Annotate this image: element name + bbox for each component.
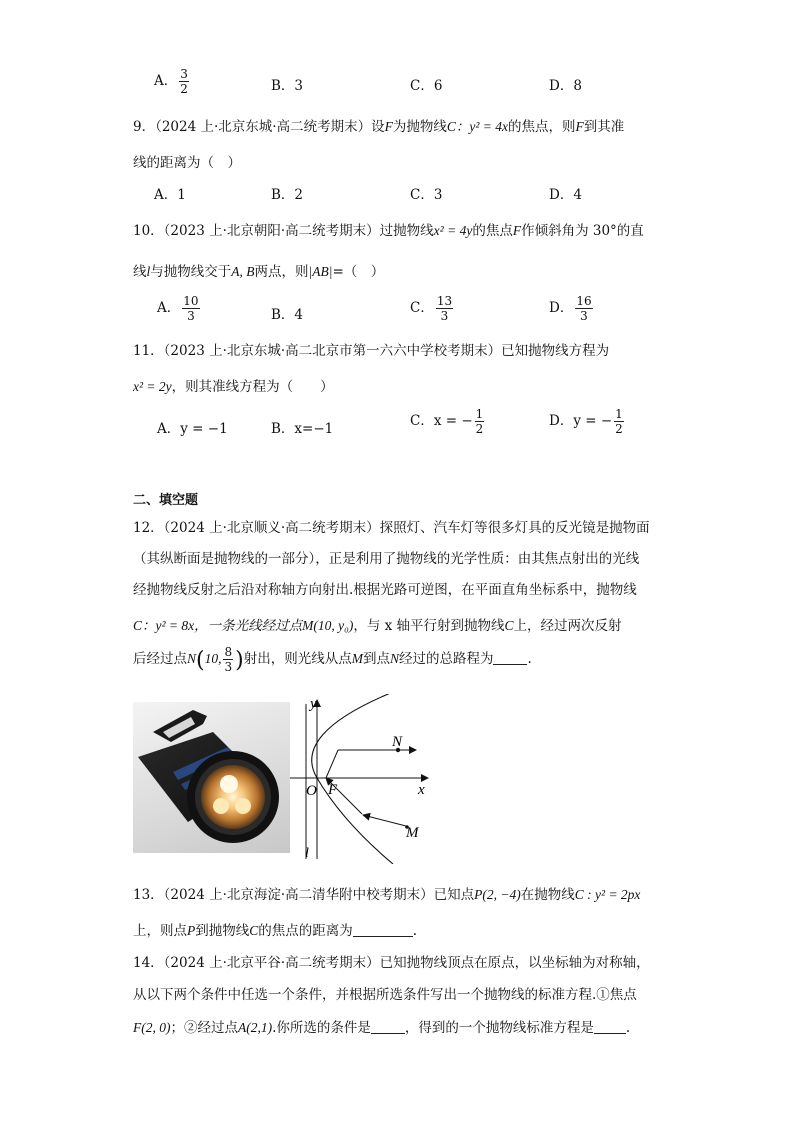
q11-option-a: A．y = −1 xyxy=(157,421,228,437)
parabola-curve xyxy=(312,694,393,864)
x-label: x xyxy=(418,782,425,798)
q14-line3: F(2, 0)；②经过点A(2,1).你所选的条件是 ，得到的一个抛物线标准方程是 . xyxy=(133,1020,631,1036)
q11-option-c: C．x = − $\frac{1}{2}$ xyxy=(410,407,484,436)
flashlight-photo xyxy=(133,702,290,853)
q8-option-d: D．8 xyxy=(549,78,582,94)
q14-line2: 从以下两个条件中任选一个条件，并根据所选条件写出一个抛物线的标准方程.①焦点 xyxy=(133,987,637,1003)
q10-option-b: B．4 xyxy=(271,307,304,323)
M-label: M xyxy=(406,825,419,841)
q10-line1: 10．（2023 上·北京朝阳·高二统考期末）过抛物线x² = 4y的焦点F作倾斜角为 30°的直 xyxy=(133,223,644,239)
parabola-diagram xyxy=(288,694,438,864)
q12-line5: 后经过点N(10, $\frac{8}{3}$ )射出，则光线从点M到点N经过的总路程为 . xyxy=(133,645,532,674)
q10-line2: 线l与抛物线交于A, B两点，则|AB|=（ ） xyxy=(133,264,385,280)
directrix-label: l xyxy=(305,846,309,861)
incoming-ray xyxy=(363,815,406,826)
q9-line1: 9．（2024 上·北京东城·高二统考期末）设F为抛物线C：y² = 4x的焦点，则F到其准 xyxy=(133,119,625,135)
q11-line2: x² = 2y，则其准线方程为（ ） xyxy=(133,379,334,395)
q9-option-b: B．2 xyxy=(271,187,304,203)
answer-blank xyxy=(493,652,527,665)
q9-option-c: C．3 xyxy=(410,187,443,203)
q10-option-d: D． $\frac{16}{3}$ xyxy=(549,294,592,323)
q10-option-c: C． $\frac{13}{3}$ xyxy=(410,294,453,323)
q14-line1: 14．（2024 上·北京平谷·高二统考期末）已知抛物线顶点在原点，以坐标轴为对称轴， xyxy=(133,955,650,971)
focus-label: F xyxy=(328,782,338,798)
q12-line1: 12．（2024 上·北京顺义·高二统考期末）探照灯、汽车灯等很多灯具的反光镜是抛物面 xyxy=(133,520,650,536)
q8-option-a: A． $\frac{3}{2}$ xyxy=(154,67,188,96)
origin-label: O xyxy=(306,783,317,799)
q11-option-d: D．y = − $\frac{1}{2}$ xyxy=(549,407,623,436)
q13-line1: 13．（2024 上·北京海淀·高二清华附中校考期末）已知点P(2, −4)在抛物线C : y² = 2px xyxy=(133,887,641,903)
q9-option-d: D．4 xyxy=(549,187,582,203)
q8-option-c: C．6 xyxy=(410,78,443,94)
q12-line3: 经抛物线反射之后沿对称轴方向射出.根据光路可逆图，在平面直角坐标系中，抛物线 xyxy=(133,582,637,598)
section-heading: 二、填空题 xyxy=(133,493,199,508)
y-label: y xyxy=(310,696,317,712)
focus-ray-upper xyxy=(326,750,338,778)
answer-blank xyxy=(371,1021,405,1034)
answer-blank xyxy=(594,1021,626,1034)
q12-line2: （其纵断面是抛物线的一部分），正是利用了抛物线的光学性质：由其焦点射出的光线 xyxy=(133,551,640,567)
q9-line2: 线的距离为（ ） xyxy=(133,155,241,171)
q9-option-a: A．1 xyxy=(154,187,186,203)
N-label: N xyxy=(392,734,403,750)
q8-option-b: B．3 xyxy=(271,78,304,94)
q10-option-a: A． $\frac{10}{3}$ xyxy=(157,294,199,323)
q11-option-b: B．x=−1 xyxy=(271,421,334,437)
q11-line1: 11．（2023 上·北京东城·高二北京市第一六六中学校考期末）已知抛物线方程为 xyxy=(133,343,610,359)
q12-line4: C：y² = 8x，一条光线经过点M(10, y₀)，与 x 轴平行射到抛物线C上，经过两次反射 xyxy=(133,618,622,634)
q13-line2: 上，则点P到抛物线C的焦点的距离为 . xyxy=(133,923,418,939)
answer-blank xyxy=(353,924,413,937)
